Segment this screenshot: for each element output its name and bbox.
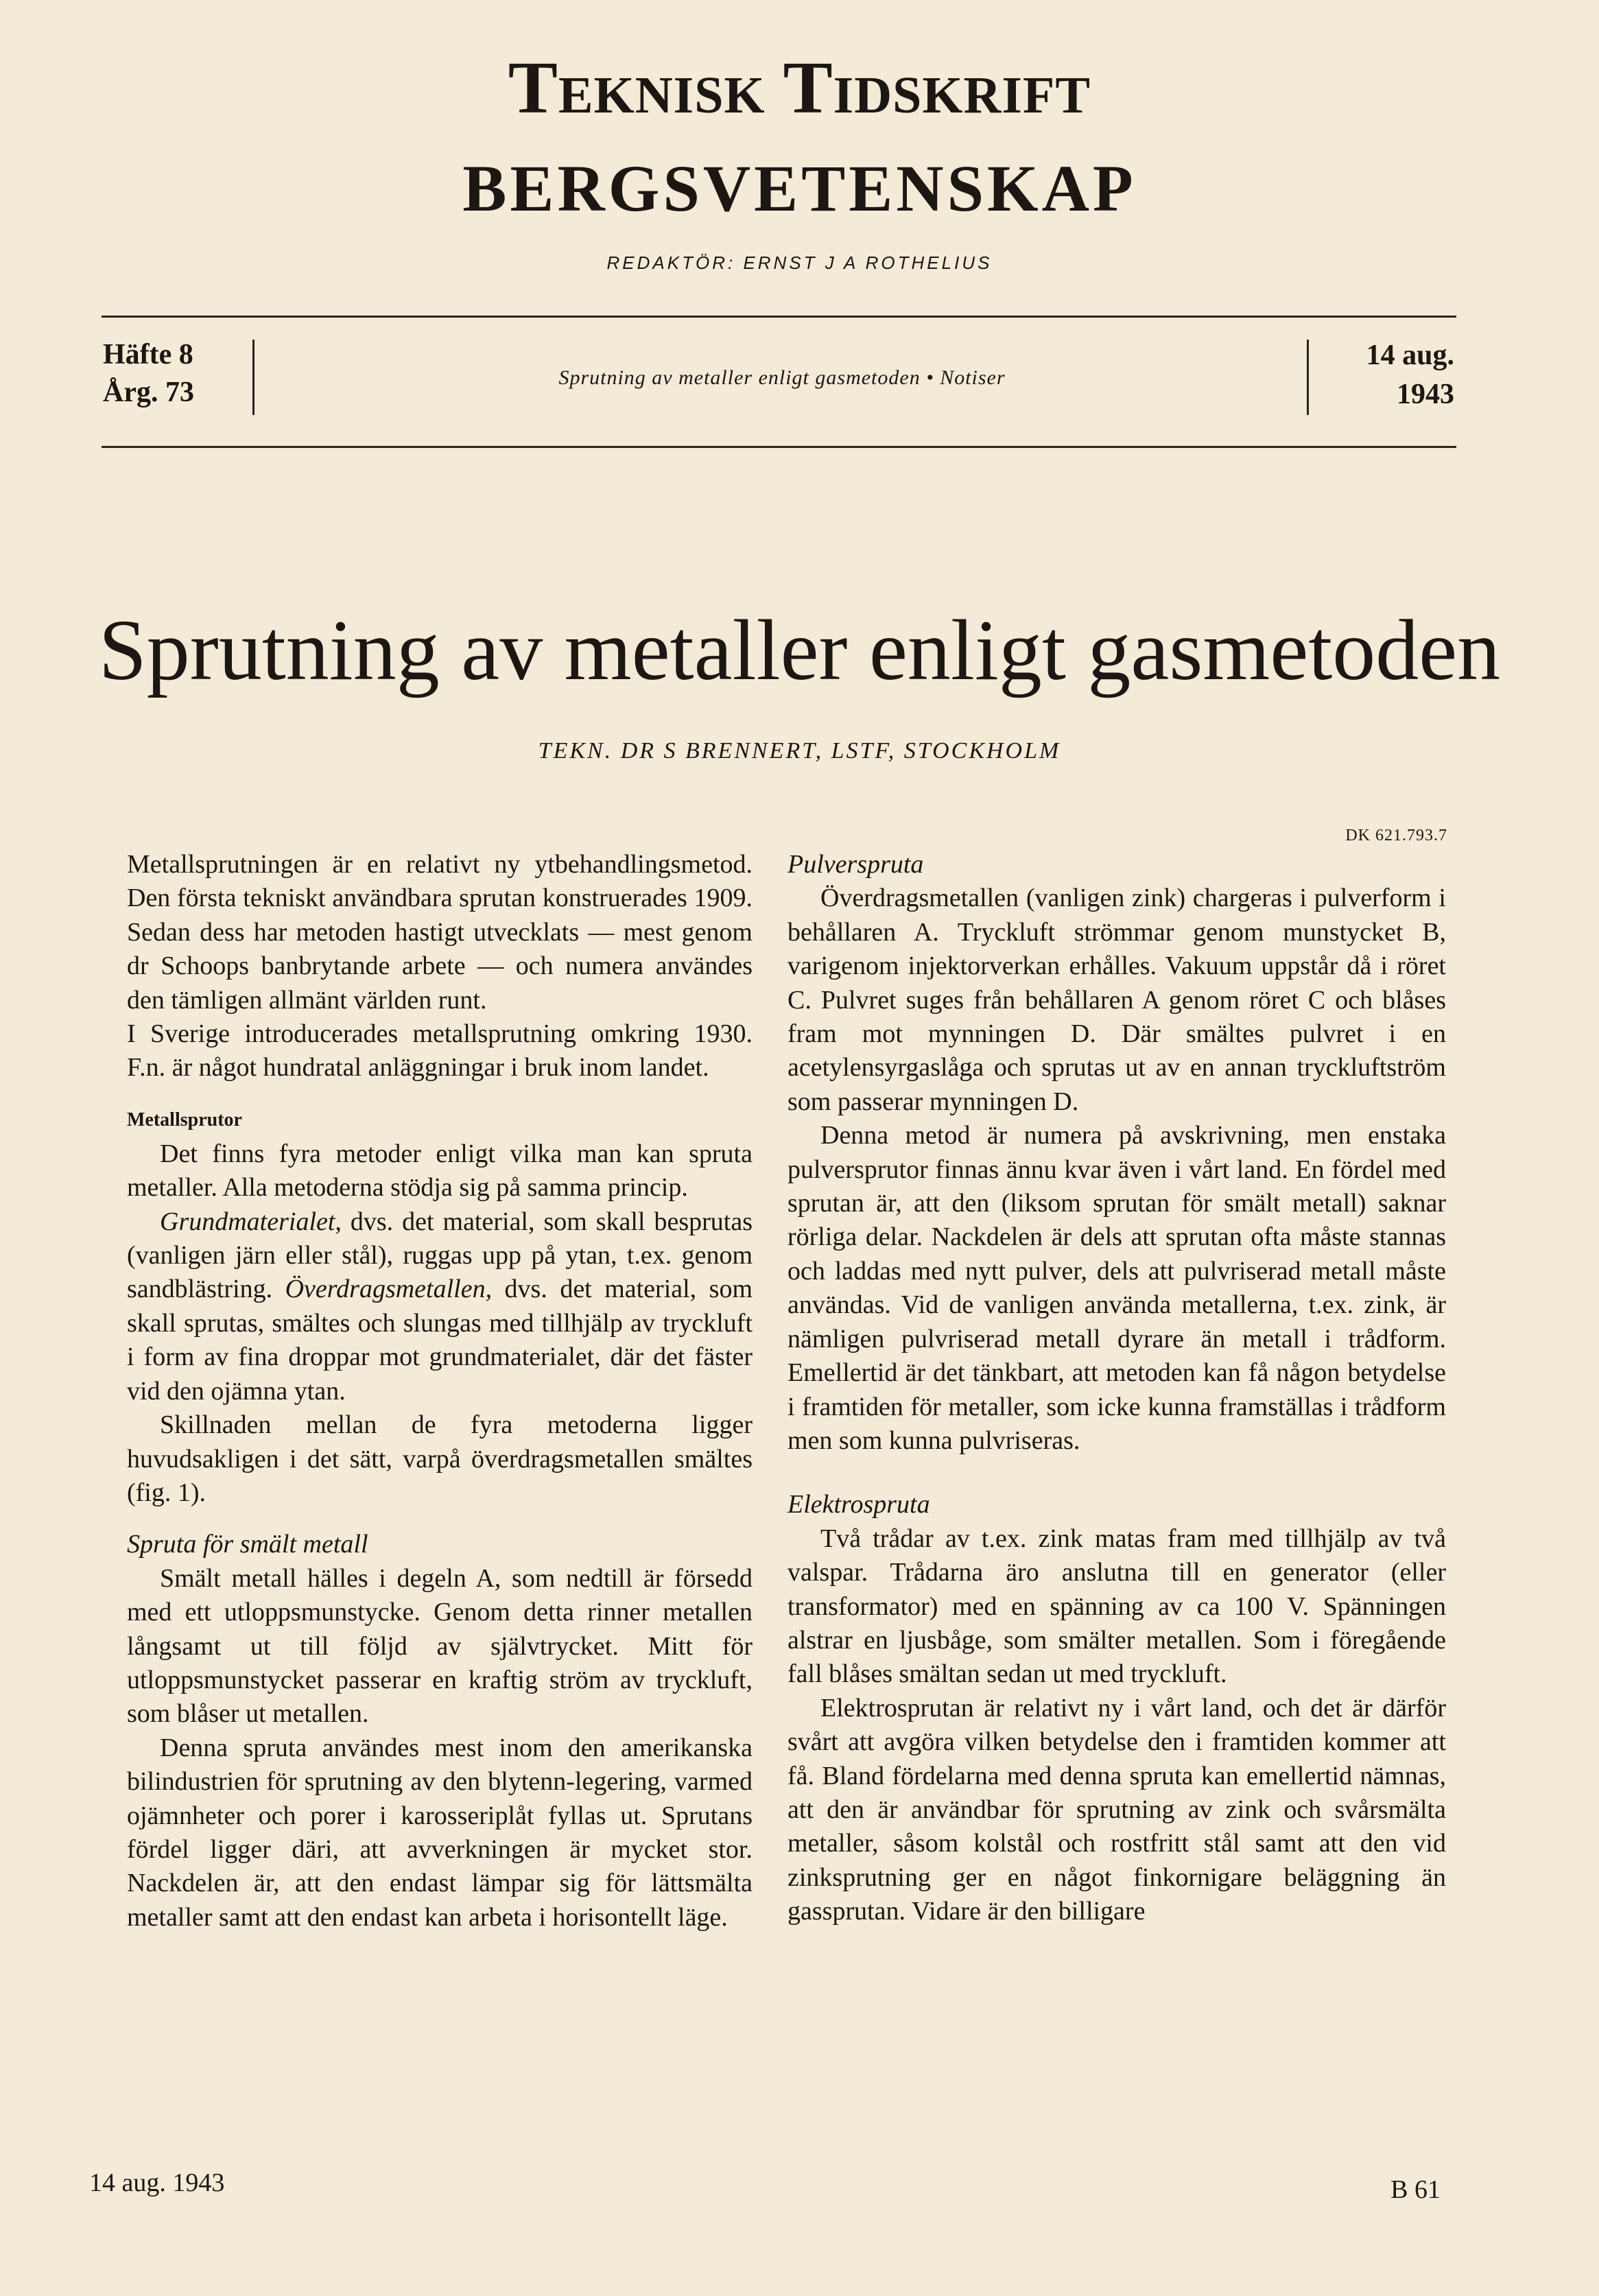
top-rule [102,316,1456,318]
paragraph: Denna metod är numera på avskrivning, men enstaka pulversprutor finnas ännu kvar även i vårt land. En fördel med sprutan är, att den (liksom sprutan för smält metall) saknar rörliga delar. Nackdelen är dels att sprutan ofta måste stannas och laddas med nytt pulver, dels att pulvriserad metall måste användas. Vid de vanligen använda metallerna, t.ex. zink, är nämligen pulvriserad metall dyrare än metall i trådform. Emellertid är det tänkbart, att metoden kan få någon betydelse i framtiden för metaller, som icke kunna framställas i trådform men som kunna pulvriseras. [787,1121,1446,1455]
right-column [787,848,1446,1929]
bottom-rule [102,446,1456,448]
emphasis-term: Grundmaterialet, [160,1207,342,1236]
left-column [127,848,753,1934]
paragraph: Skillnaden mellan de fyra metoderna ligger huvudsakligen i det sätt, varpå överdragsmetallen smältes (fig. 1). [127,1410,753,1507]
issue-year-volume: Årg. 73 [103,376,194,408]
issue-hafte: Häfte 8 [103,339,193,370]
issue-date: 14 aug. [1366,340,1454,371]
editor-line: REDAKTÖR: ERNST J A ROTHELIUS [606,252,993,273]
footer-date: 14 aug. 1943 [89,2168,225,2197]
paragraph: Metallsprutningen är en relativt ny ytbehandlingsmetod. Den första tekniskt användbara sprutan konstruerades 1909. Sedan dess har metoden hastigt utvecklats — mest genom dr Schoops banbrytande arbete — och numera användes den tämligen allmänt världen runt. [127,850,753,1015]
heading-metallsprutor: Metallsprutor [127,1109,242,1131]
left-divider [252,340,254,415]
issue-contents: Sprutning av metaller enligt gasmetoden • Notiser [558,366,1006,389]
paragraph: Elektrosprutan är relativt ny i vårt land, och det är därför svårt att avgöra vilken betydelse den i framtiden kommer att få. Bland fördelarna med denna spruta kan emellertid nämnas, att den är användbar för sprutning av zink och svårsmälta metaller, såsom kolstål och rostfritt stål samt att den vid zinksprutning ger en något finkornigare beläggning än gassprutan. Vidare är den billigare [787,1693,1446,1926]
section-title: BERGSVETENSKAP [462,152,1137,225]
emphasis-term: Överdragsmetallen, [285,1275,493,1304]
paragraph: Överdragsmetallen (vanligen zink) chargeras i pulverform i behållaren A. Tryckluft strömmar genom munstycket B, varigenom injektorverkan erhålles. Vakuum uppstår då i röret C. Pulvret suges från behållaren A genom röret C och blåses fram mot mynningen D. Där smältes pulvret i en acetylensyrgaslåga och sprutas ut av en annan tryckluftström som passerar mynningen D. [787,884,1446,1116]
paragraph: Denna spruta användes mest inom den amerikanska bilindustrien för sprutning av den blytenn-legering, varmed ojämnheter och porer i karosseriplåt fyllas ut. Sprutans fördel ligger däri, att avverkningen är mycket stor. Nackdelen är, att den endast lämpar sig för lättsmälta metaller samt att den endast kan arbeta i horisontellt läge. [127,1733,753,1932]
issue-date-block [1310,336,1454,414]
article-byline: TEKN. DR S BRENNERT, LSTF, STOCKHOLM [538,738,1061,764]
right-divider [1307,340,1309,415]
heading-smalt-metall: Spruta för smält metall [127,1530,368,1559]
dk-classification: DK 621.793.7 [1345,827,1447,844]
paragraph: Det finns fyra metoder enligt vilka man kan spruta metaller. Alla metoderna stödja sig på samma princip. [127,1139,753,1203]
paragraph-text: dvs. det material, som skall besprutas (vanligen järn eller stål), ruggas upp på ytan, t.ex. genom sandblästring. [127,1207,753,1304]
paragraph: I Sverige introducerades metallsprutning omkring 1930. F.n. är något hundratal anläggningar i bruk inom landet. [127,1019,753,1082]
paragraph-text: dvs. det material, som skall sprutas, smältes och slungas med tillhjälp av tryckluft i form av fina droppar mot grundmaterialet, där det fäster vid den ojämna ytan. [127,1275,753,1406]
issue-year: 1943 [1397,378,1454,410]
article-title: Sprutning av metaller enligt gasmetoden [98,603,1501,698]
paragraph: Smält metall hälles i degeln A, som nedtill är försedd med ett utloppsmunstycke. Genom detta rinner metallen långsamt ut till följd av självtrycket. Mitt för utloppsmunstycket passerar en kraftig ström av tryckluft, som blåser ut metallen. [127,1563,753,1729]
paragraph [127,1205,753,1408]
issue-number-block [103,336,194,411]
paragraph: Två trådar av t.ex. zink matas fram med tillhjälp av två valspar. Trådarna äro anslutna till en generator (eller transformator) med en spänning av ca 100 V. Spänningen alstrar en ljusbåge, som smälter metallen. Som i föregående fall blåses smältan sedan ut med tryckluft. [787,1524,1446,1689]
heading-elektrospruta: Elektrospruta [787,1490,930,1519]
footer-page-number: B 61 [1390,2175,1441,2204]
heading-pulverspruta: Pulverspruta [787,850,924,879]
journal-title: Teknisk Tidskrift [508,47,1091,129]
